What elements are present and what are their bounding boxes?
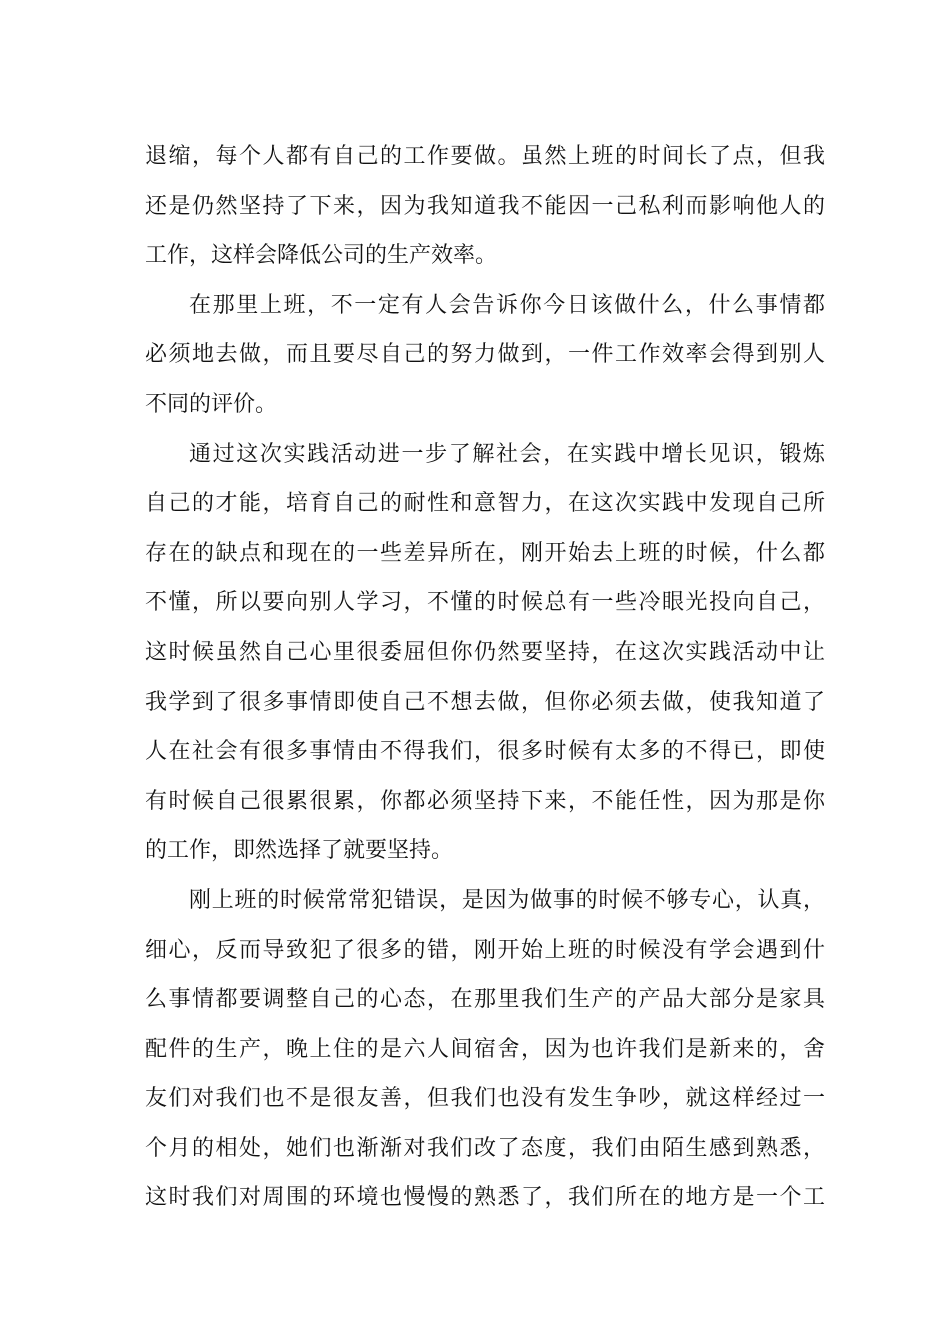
text-line: 友们对我们也不是很友善，但我们也没有发生争吵，就这样经过一	[145, 1086, 825, 1112]
text-line: 这时我们对周围的环境也慢慢的熟悉了，我们所在的地方是一个工	[145, 1185, 825, 1211]
text-line: 个月的相处，她们也渐渐对我们改了态度，我们由陌生感到熟悉，	[145, 1135, 825, 1161]
text-line: 么事情都要调整自己的心态，在那里我们生产的产品大部分是家具	[145, 987, 825, 1013]
text-line: 自己的才能，培育自己的耐性和意智力，在这次实践中发现自己所	[145, 491, 825, 517]
text-line: 不懂，所以要向别人学习，不懂的时候总有一些冷眼光投向自己，	[145, 590, 825, 616]
body-text	[145, 132, 825, 1223]
text-line: 通过这次实践活动进一步了解社会，在实践中增长见识，锻炼	[189, 441, 825, 467]
text-line: 这时候虽然自己心里很委屈但你仍然要坚持，在这次实践活动中让	[145, 639, 825, 665]
text-line: 人在社会有很多事情由不得我们，很多时候有太多的不得已，即使	[145, 739, 825, 765]
text-line: 我学到了很多事情即使自己不想去做，但你必须去做，使我知道了	[145, 689, 825, 715]
text-line: 在那里上班，不一定有人会告诉你今日该做什么，什么事情都	[189, 292, 825, 318]
text-line: 存在的缺点和现在的一些差异所在，刚开始去上班的时候，什么都	[145, 540, 825, 566]
text-line: 不同的评价。	[145, 391, 278, 417]
text-line: 还是仍然坚持了下来，因为我知道我不能因一己私利而影响他人的	[145, 193, 825, 219]
text-line: 有时候自己很累很累，你都必须坚持下来，不能任性，因为那是你	[145, 788, 825, 814]
text-line: 退缩，每个人都有自己的工作要做。虽然上班的时间长了点，但我	[145, 144, 825, 169]
text-line: 配件的生产，晚上住的是六人间宿舍，因为也许我们是新来的，舍	[145, 1036, 825, 1062]
text-line: 工作，这样会降低公司的生产效率。	[145, 243, 498, 269]
text-line: 必须地去做，而且要尽自己的努力做到，一件工作效率会得到别人	[145, 342, 825, 368]
text-line: 的工作，即然选择了就要坚持。	[145, 838, 454, 864]
text-line: 刚上班的时候常常犯错误，是因为做事的时候不够专心，认真，	[189, 887, 825, 913]
text-line: 细心，反而导致犯了很多的错，刚开始上班的时候没有学会遇到什	[145, 937, 825, 963]
